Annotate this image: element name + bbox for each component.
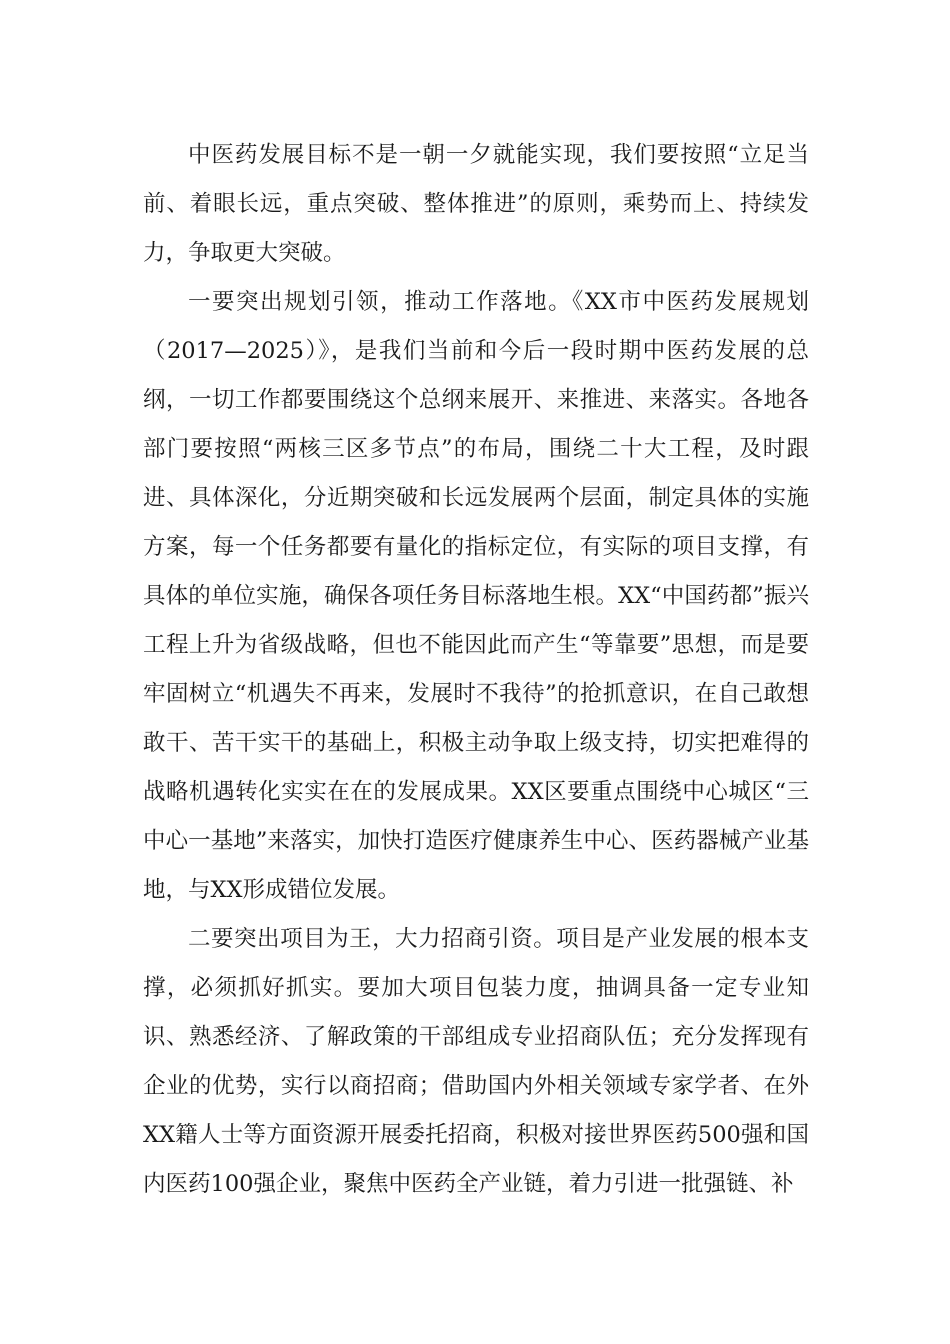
document-body — [143, 131, 809, 1209]
paragraph-projects: 二要突出项目为王，大力招商引资。项目是产业发展的根本支撑，必须抓好抓实。要加大项目包装力度，抽调具备一定专业知识、熟悉经济、了解政策的干部组成专业招商队伍；充分发挥现有企业的优势，实行以商招商；借助国内外相关领域专家学者、在外XX籍人士等方面资源开展委托招商，积极对接世界医药500强和国内医药100强企业，聚焦中医药全产业链，着力引进一批强链、补 — [143, 926, 809, 1197]
paragraph-planning: 一要突出规划引领，推动工作落地。《XX市中医药发展规划（2017—2025）》，是我们当前和今后一段时期中医药发展的总纲，一切工作都要围绕这个总纲来展开、来推进、来落实。各地各部门要按照“两核三区多节点”的布局，围绕二十大工程，及时跟进、具体深化，分近期突破和长远发展两个层面，制定具体的实施方案，每一个任务都要有量化的指标定位，有实际的项目支撑，有具体的单位实施，确保各项任务目标落地生根。XX“中国药都”振兴工程上升为省级战略，但也不能因此而产生“等靠要”思想，而是要牢固树立“机遇失不再来，发展时不我待”的抢抓意识，在自己敢想敢干、苦干实干的基础上，积极主动争取上级支持，切实把难得的战略机遇转化实实在在的发展成果。XX区要重点围绕中心城区“三中心一基地”来落实，加快打造医疗健康养生中心、医药器械产业基地，与XX形成错位发展。 — [143, 289, 809, 903]
paragraph-intro: 中医药发展目标不是一朝一夕就能实现，我们要按照“立足当前、着眼长远，重点突破、整体推进”的原则，乘势而上、持续发力，争取更大突破。 — [143, 142, 809, 266]
